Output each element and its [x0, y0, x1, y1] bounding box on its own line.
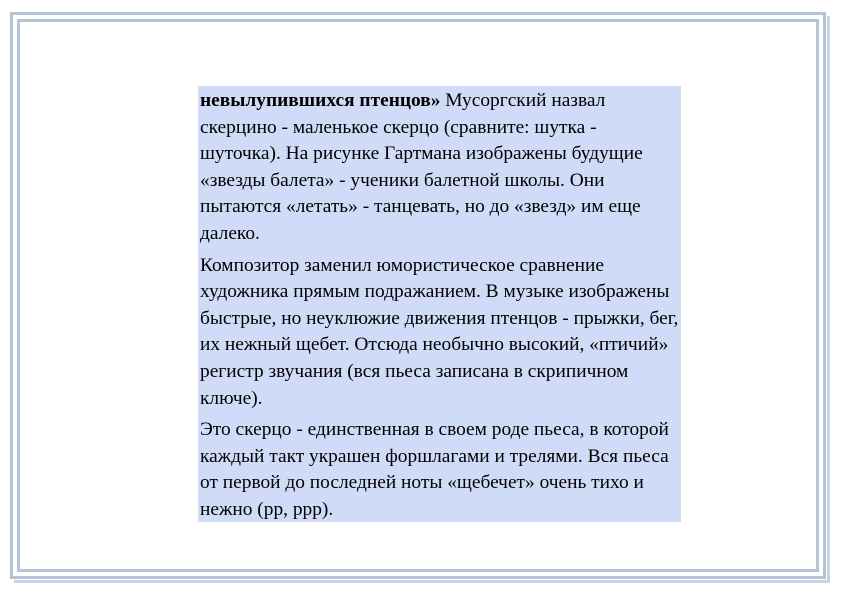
paragraph-1-bold-lead: невылупившихся птенцов»: [200, 90, 441, 111]
paragraph-3: Это скерцо - единственная в своем роде пьеса, в которой каждый такт украшен форшлагами и трелями. Вся пьеса от первой до последней ноты «щебечет» очень тихо и нежно (pp, ppp).: [200, 419, 669, 520]
paragraph-2: Композитор заменил юмористическое сравнение художника прямым подражанием. В музыке изображены быстрые, но неуклюжие движения птенцов - прыжки, бег, их нежный щебет. Отсюда необычно высокий, «птичий» регистр звучания (вся пьеса записана в скрипичном ключе).: [200, 254, 679, 409]
paragraph-1-text: Мусоргский назвал скерцино - маленькое скерцо (сравните: шутка - шуточка). На рисунке Гартмана изображены будущие «звезды балета» - ученики балетной школы. Они пытаются «летать» - танцевать, но до «звезд» им еще далеко.: [200, 90, 643, 244]
paragraph-1: [200, 88, 679, 248]
text-box: [198, 86, 681, 522]
